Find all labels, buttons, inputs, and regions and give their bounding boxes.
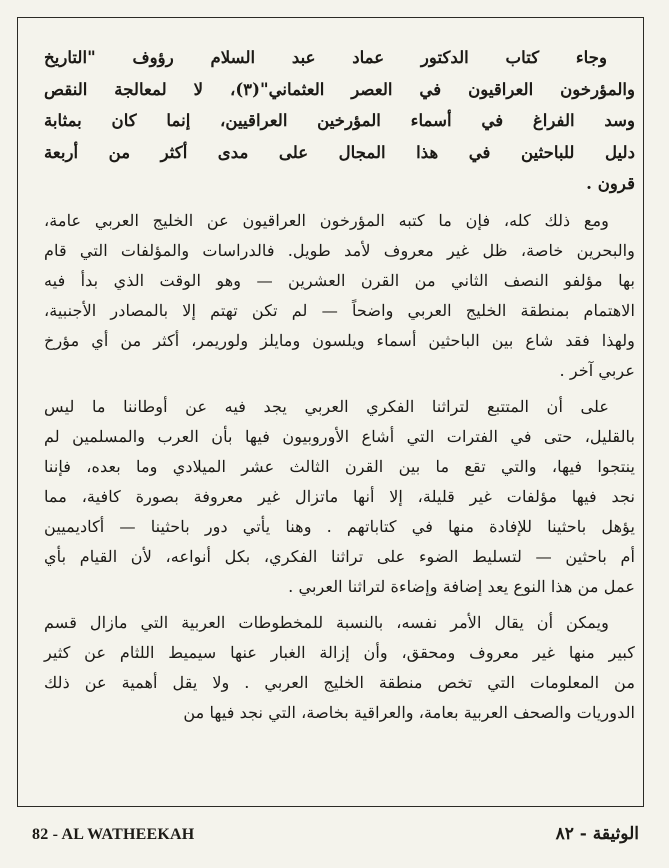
text-line: أم باحثين — لتسليط الضوء على تراثنا الفكري، بكل أنواعه، لأن القيام بأي — [44, 546, 635, 566]
page-footer — [30, 826, 639, 850]
text-line: ويمكن أن يقال الأمر نفسه، بالنسبة للمخطوطات العربية التي مازال قسم — [44, 612, 609, 632]
text-line: والبحرين خاصة، ظل غير معروف لأمد طويل. فالدراسات والمؤلفات التي قام — [44, 240, 635, 260]
text-line: وسد الفراغ في أسماء المؤرخين العراقيين، إنما كان بمثابة — [44, 110, 635, 130]
text-line: عمل من هذا النوع يعد إضافة وإضاءة لتراثنا العربي . — [288, 576, 635, 596]
paragraph — [44, 42, 635, 200]
paragraph — [44, 206, 635, 386]
footer-arabic-page-label: الوثيقة - ٨٢ — [555, 824, 639, 844]
paragraph — [44, 392, 635, 602]
text-line: الاهتمام بمنطقة الخليج العربي واضحاً — لم تكن تهتم إلا بالمصادر الأجنبية، — [44, 300, 635, 320]
footer-english-page-label: 82 - AL WATHEEKAH — [32, 826, 195, 843]
text-line: يؤهل باحثينا للإفادة منها في كتاباتهم . وهنا يأتي دور باحثينا — أكاديميين — [44, 516, 635, 536]
text-line: والمؤرخون العراقيون في العصر العثماني"(٣)، لا لمعالجة النقص — [44, 78, 635, 99]
text-line: الدوريات والصحف العربية بعامة، والعراقية بخاصة، التي نجد فيها من — [183, 702, 635, 722]
text-line: على أن المتتبع لتراثنا الفكري العربي يجد فيه عن أوطاننا ما ليس — [44, 396, 609, 416]
text-line: من المعلومات التي تخص منطقة الخليج العربي . ولا يقل أهمية عن ذلك — [44, 672, 635, 692]
text-line: ومع ذلك كله، فإن ما كتبه المؤرخون العراقيون عن الخليج العربي عامة، — [44, 210, 609, 230]
text-line: وجاء كتاب الدكتور عماد عبد السلام رؤوف "التاريخ — [44, 47, 607, 67]
text-line: بها مؤلفو النصف الثاني من القرن العشرين — وهو الوقت الذي بدأ فيه — [44, 270, 635, 290]
text-line: قرون . — [586, 173, 635, 193]
text-line: عربي آخر . — [559, 360, 635, 380]
text-line: نجد فيها مؤلفات غير قليلة، إلا أنها ماتزال غير معروفة بصورة كافية، مما — [44, 486, 635, 506]
text-line: دليل للباحثين في هذا المجال على مدى أكثر من أربعة — [44, 141, 635, 162]
paragraph — [44, 608, 635, 728]
text-line: بالقليل، حتى في الفترات التي أشاع الأوروبيون فيها بأن العرب والمسلمين لم — [44, 426, 635, 446]
text-line: ولهذا فقد شاع بين الباحثين أسماء ويلسون ومايلز ولوريمر، أكثر من أي مؤرخ — [44, 330, 635, 350]
text-line: كبير منها غير معروف ومحقق، وأن إزالة الغبار عنها سيميط اللثام عن كثير — [44, 642, 635, 662]
article-body — [44, 42, 635, 728]
text-line: ينتجوا فيها، والتي تقع ما بين القرن الثالث عشر الميلادي وما بعده، فإننا — [44, 456, 635, 476]
